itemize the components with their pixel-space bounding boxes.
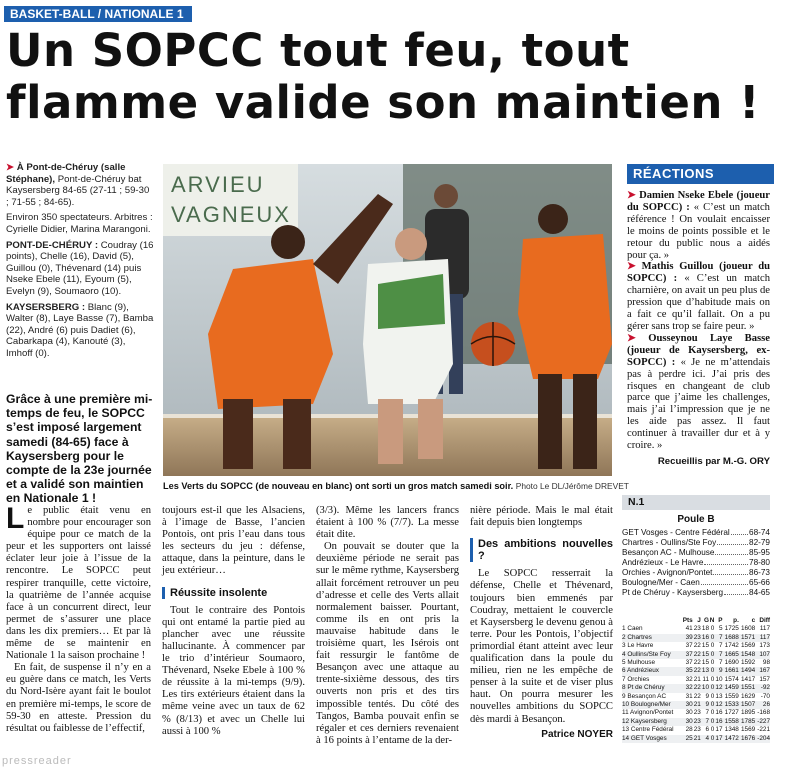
standings-value: 157 <box>759 675 770 683</box>
article-paragraph: Tout le contraire des Pontois qui ont entamé la partie pied au plancher avec une réussite hallucinante. À commencer par le trio d’intérieur Soumaoro, Thévenard, Nseke Ebele à 100 % de réussite à la mi-temps (9/9). Les tirs extérieurs étaient dans la même veine avec un taux de 62 % (8/13) et avec un Chelle lui aussi à 100 % <box>162 604 305 737</box>
reaction-quote: « Je ne m’attendais pas à perdre ici. J’ai pris des risques en changeant de club parce que j’aime les challenges, mais j’ai l’impression que je ne les aide pas assez. Il faut continuer à travailler dur et à y croire. » <box>627 356 770 452</box>
standings-value: 7 <box>718 642 723 650</box>
standings-team: 4 Oullins/Ste Foy <box>622 651 681 659</box>
match-teams: Besançon AC - Mulhouse <box>622 548 715 557</box>
article-paragraph: Le SOPCC resserrait la défense, Chelle et Thévenard, toujours bien emmenés par Coudray, mettaient le couvercle et Kaysersberg le devenu genou à terre. Pour les Pontois, l’objectif primordial étant atteint avec leur qualification dans la poule du milieu, rien ne les empêche de penser à la suite et de viser plus haut. On pourra mesurer les nouvelles ambitions du SOPCC dès mardi à Besançon. <box>470 568 613 725</box>
standings-value: 0 <box>710 625 715 633</box>
standings-value: 1417 <box>740 675 756 683</box>
standings-value: 4 <box>701 735 709 743</box>
match-teams: Andrézieux - Le Havre <box>622 558 704 567</box>
reaction-quote: « C’est un match référence ! On voulait encaisser le moins de points possible et le retour du public nous a aidés pour ça. » <box>627 201 770 261</box>
pressreader-watermark: pressreader <box>2 755 72 767</box>
standings-value: 21 <box>693 734 701 742</box>
standings-value: 23 <box>693 709 701 717</box>
reaction-quote: « C’est un match charnière, on avait un peu plus de pression que d’habitude mais on a fait ce qu’il fallait. On a pu gérer sans trop se faire peur. » <box>627 273 770 332</box>
standings-value: 0 <box>710 684 715 692</box>
standings-value: 1507 <box>739 701 755 709</box>
arrow-icon: ➤ <box>6 162 15 173</box>
standings-value: 15 <box>701 650 710 658</box>
reaction-item <box>627 190 770 261</box>
standings-value: 0 <box>710 667 715 675</box>
standings-value: 1742 <box>724 642 739 650</box>
leader-dots <box>704 558 748 565</box>
match-teams: Boulogne/Mer - Caen <box>622 578 700 587</box>
match-score: 78-80 <box>749 558 770 567</box>
standings-row <box>622 726 770 734</box>
standings-value: 0 <box>710 717 715 725</box>
standings-value: -204 <box>757 734 770 742</box>
standings-value: 1661 <box>723 667 739 675</box>
standings-header-cell: c <box>751 617 756 624</box>
standings-value: 32 <box>685 675 693 683</box>
standings-value: -221 <box>757 726 770 734</box>
standings-value: 7 <box>701 718 709 726</box>
article-column-2 <box>162 505 305 738</box>
reaction-speaker: Ousseynou Laye Basse (joueur de Kaysersberg, ex-SOPCC) : <box>627 332 770 368</box>
match-photo <box>163 164 612 476</box>
match-score: 84-65 <box>749 588 770 597</box>
standings-value: 1494 <box>739 667 755 675</box>
article-paragraph: e public était venu en nombre pour encourager son équipe pour ce match de la peur et les supporters ont laissé éclater leur joie à l’issue de la rencontre. Le SOPCC peut respirer tranquille, cette victoire, la quatrième de l’année acquise face à un concurrent direct, leur permet de s’assurer une place dans les dix premiers… Et par là même de se maintenir en Nationale 1 la saison prochaine ! <box>6 505 151 662</box>
standings-value: 22 <box>693 650 701 658</box>
headline-line-2: flamme valide son maintien ! <box>6 76 761 129</box>
standings-team: 10 Boulogne/Mer <box>622 701 681 709</box>
standings-value: 1785 <box>739 718 755 726</box>
standings-value: 37 <box>681 651 692 659</box>
standings-value: 23 <box>693 625 701 633</box>
standings-value: 9 <box>705 692 710 700</box>
leader-dots <box>715 548 748 555</box>
standings-value: 10 <box>701 684 710 692</box>
standings-value: 1548 <box>739 651 755 659</box>
arrow-icon: ➤ <box>627 261 636 273</box>
standings-value: 17 <box>715 734 723 742</box>
standings-header-cell <box>622 617 681 625</box>
match-results <box>622 528 770 598</box>
standings-value: 0 <box>710 701 715 709</box>
crowd-info: Environ 350 spectateurs. Arbitres : Cyrielle Didier, Marina Marangoni. <box>6 212 153 235</box>
leader-dots <box>731 528 748 535</box>
standings-value: 28 <box>685 726 693 734</box>
article-paragraph: On pouvait se douter que la deuxième période ne serait pas sur le même rythme, Kaysersberg allait forcément retrouver un peu d’adresse et celle des Verts allait normalement baisser. Pourtant, comme ils en ont pris la mauvaise habitude dans le troisième quart, les Isérois ont fait ressurgir le fantôme de Besançon avec une attaque au trente-sixième dessous, des tirs ouverts non pris et des tirs impossible tentés. Du côté des Tangos, Bamba pouvait enfin se régaler et ces derniers revenaient à 16 points à l’entame de la der- <box>316 541 459 746</box>
pool-label: Poule B <box>677 514 715 525</box>
standings-value: 25 <box>681 735 692 743</box>
section-kicker: BASKET-BALL / NATIONALE 1 <box>4 6 192 22</box>
standings-value: 5 <box>718 625 723 633</box>
match-teams: Orchies - Avignon/Pontet <box>622 568 713 577</box>
standings-value: 12 <box>715 701 723 709</box>
standings-value: 117 <box>755 634 770 642</box>
match-score: 68-74 <box>749 528 770 537</box>
match-info <box>6 162 154 364</box>
standings-team: 2 Chartres <box>622 634 681 642</box>
standings-team: 14 GET Vosges <box>622 735 681 743</box>
team1-players: Coudray (16 points), Chelle (16), David (5), Guillou (0), Thévenard (14) puis Nseke Ebele (11), Eyoum (5), Evelyn (9), Soumaoro (10). <box>6 239 154 297</box>
standings-value: 1558 <box>723 718 739 726</box>
headline <box>6 25 786 129</box>
author-byline: Patrice NOYER <box>541 728 613 740</box>
standings-value: 7 <box>714 634 722 642</box>
standings-value: 35 <box>681 667 692 675</box>
standings-team: 11 Avignon/Pontet <box>622 709 674 717</box>
standings-value: 22 <box>693 642 701 650</box>
standings-value: 18 <box>701 625 710 633</box>
article-paragraph: En fait, de suspense il n’y en a eu guère dans ce match, les Verts du Nord-Isère ayant fait le boulot en première mi-temps, le score de 59-30 en atteste. Pression du résultat ou faiblesse de l’effectif, <box>6 662 151 734</box>
standings-value: 173 <box>759 642 770 650</box>
standings-value: 32 <box>681 684 692 692</box>
standings-value: 9 <box>714 667 722 675</box>
standings-value: 6 <box>705 726 710 734</box>
standings-row <box>622 634 770 642</box>
standings-row <box>622 718 770 726</box>
standings-value: 11 <box>702 675 710 683</box>
results-box <box>622 495 770 598</box>
team2-label: KAYSERSBERG : <box>6 301 86 313</box>
standings-value: 12 <box>715 684 723 692</box>
leader-dots <box>717 538 748 545</box>
leader-dots <box>701 578 748 585</box>
subheading: Des ambitions nouvelles ? <box>470 538 613 562</box>
standings-value: 1348 <box>724 726 739 734</box>
standings-value: 1629 <box>740 692 756 700</box>
match-row <box>622 558 770 568</box>
match-row <box>622 568 770 578</box>
standings-value: 13 <box>701 667 710 675</box>
standings-value: -70 <box>760 692 770 700</box>
standings-row <box>622 701 770 709</box>
standings-row <box>622 676 770 684</box>
reactions-signature: Recueillis par M.-G. ORY <box>657 455 770 467</box>
standings-team: 12 Kaysersberg <box>622 718 681 726</box>
standings-value: 7 <box>714 651 722 659</box>
standings-table <box>622 617 770 743</box>
article-paragraph: (3/3). Même les lancers francs étaient à 100 % (7/7). La messe était dite. <box>316 505 459 541</box>
match-score: 85-95 <box>749 548 770 557</box>
venue-label: À Pont-de-Chéruy (salle Stéphane), <box>6 162 126 185</box>
match-score: 82-79 <box>749 538 770 547</box>
standings-team: 8 Pt de Chéruy <box>622 684 681 692</box>
article-paragraph: toujours est-il que les Alsaciens, à l’image de Basse, l’ancien Pontois, ont pris l’eau dans tous les secteurs du jeu : défense, attaque, dans la peinture, dans le jeu extérieur… <box>162 505 305 577</box>
standings-value: 23 <box>693 726 701 734</box>
standings-value: 0 <box>710 709 715 717</box>
standings-value: 0 <box>710 675 715 683</box>
leader-dots <box>724 588 748 595</box>
reaction-speaker: Mathis Guillou (joueur du SOPCC) : <box>627 261 770 285</box>
standings-value: 7 <box>718 659 723 667</box>
match-teams: Pt de Chéruy - Kaysersberg <box>622 588 724 597</box>
standings-value: 16 <box>715 717 723 725</box>
standings-header-cell: Diff <box>759 617 770 624</box>
reactions-title: RÉACTIONS <box>627 164 774 184</box>
reaction-item <box>627 333 770 452</box>
standings-team: 5 Mulhouse <box>622 659 656 667</box>
standings-header-cell: p. <box>733 617 739 624</box>
reaction-speaker: Damien Nseke Ebele (joueur du SOPCC) : <box>627 190 770 213</box>
headline-line-1: Un SOPCC tout feu, tout <box>6 24 630 77</box>
arrow-icon: ➤ <box>627 190 636 201</box>
standings-value: 31 <box>685 692 693 700</box>
match-row <box>622 528 770 538</box>
standings-value: 1569 <box>740 726 756 734</box>
standings-header-cell: Pts <box>682 617 693 624</box>
standings-value: 37 <box>685 659 693 667</box>
standings-value: 167 <box>755 667 770 675</box>
standings-value: 9 <box>701 701 709 709</box>
standings-value: 1727 <box>724 709 739 717</box>
league-label: N.1 <box>622 495 770 510</box>
standings-row <box>622 693 770 701</box>
standings-value: 17 <box>715 726 723 734</box>
leader-dots <box>713 568 748 575</box>
standings-value: 1533 <box>723 701 739 709</box>
standings-value: 0 <box>710 726 715 734</box>
standings-value: 1569 <box>740 642 756 650</box>
drop-cap: L <box>6 502 25 535</box>
photo-caption <box>163 481 629 491</box>
standings-value: 1559 <box>724 692 739 700</box>
standings-value: 37 <box>685 642 693 650</box>
standings-value: 30 <box>681 701 692 709</box>
standings-value: 16 <box>715 709 723 717</box>
standings-value: 0 <box>710 734 715 742</box>
basketball-scene-image <box>163 164 612 476</box>
standings-header-cell: G <box>704 617 710 624</box>
standings-value: 15 <box>701 659 710 667</box>
standings-value: 22 <box>693 659 701 667</box>
team1-label: PONT-DE-CHÉRUY : <box>6 239 99 251</box>
match-row <box>622 588 770 598</box>
standings-row <box>622 684 770 692</box>
standings-value: 0 <box>710 642 715 650</box>
article-column-4 <box>470 505 613 741</box>
standings-row <box>622 667 770 675</box>
match-row <box>622 548 770 558</box>
standings-value: 39 <box>681 634 692 642</box>
reactions-box <box>627 190 770 468</box>
standings-value: 41 <box>685 625 693 633</box>
standings-team: 7 Orchies <box>622 675 650 683</box>
reaction-item <box>627 261 770 332</box>
venue-result: Pont-de-Chéruy bat Kaysersberg 84-65 (27-11 ; 59-30 ; 71-55 ; 84-65). <box>6 173 150 208</box>
standings-value: 1551 <box>739 684 755 692</box>
standings-value: 1690 <box>724 659 739 667</box>
standings-row <box>622 735 770 743</box>
standings-value: 26 <box>755 701 770 709</box>
standings-value: 22 <box>693 667 701 675</box>
match-teams: GET Vosges - Centre Fédéral <box>622 528 730 537</box>
match-row <box>622 538 770 548</box>
standings-header-cell: J <box>697 617 701 624</box>
match-row <box>622 578 770 588</box>
standings-value: 1665 <box>723 651 739 659</box>
team2-players: Blanc (9), Walter (8), Laye Basse (7), Bamba (22), André (6) puis Dadiet (6), Cabarkapa (4), Kanouté (3), Imhoff (0). <box>6 301 154 359</box>
standings-value: -168 <box>757 709 770 717</box>
standings-team: 13 Centre Fédéral <box>622 726 674 734</box>
lede: Grâce à une première mi-temps de feu, le SOPCC s’est imposé largement samedi (84-65) face à Kaysersberg pour le compte de la 23e journée et a validé son maintien en Nationale 1 ! <box>6 392 153 506</box>
match-teams: Chartres - Oullins/Ste Foy <box>622 538 717 547</box>
standings-row <box>622 659 770 667</box>
standings-row <box>622 642 770 650</box>
standings-value: 107 <box>755 651 770 659</box>
standings-value: 30 <box>681 718 692 726</box>
standings-row <box>622 625 770 633</box>
standings-value: 21 <box>693 701 701 709</box>
standings-value: 1459 <box>723 684 739 692</box>
standings-value: 0 <box>710 659 715 667</box>
standings-value: 10 <box>715 675 723 683</box>
standings-value: 22 <box>693 684 701 692</box>
standings-value: 16 <box>701 633 710 641</box>
standings-value: 23 <box>693 717 701 725</box>
standings-value: 1592 <box>740 659 756 667</box>
standings-value: 1574 <box>724 675 739 683</box>
standings-team: 1 Caen <box>622 625 643 633</box>
subheading: Réussite insolente <box>162 587 305 599</box>
standings-value: 1676 <box>739 735 755 743</box>
standings-value: 98 <box>762 659 770 667</box>
match-score: 65-66 <box>749 578 770 587</box>
svg-text:VAGNEUX: VAGNEUX <box>171 202 291 227</box>
standings-value: 15 <box>701 642 710 650</box>
standings-value: -227 <box>757 717 770 725</box>
arrow-icon: ➤ <box>627 332 636 344</box>
standings-team: 9 Besançon AC <box>622 692 667 700</box>
standings-value: 0 <box>710 692 715 700</box>
article-column-1 <box>6 502 151 735</box>
standings-value: 0 <box>710 633 715 641</box>
caption-text: Les Verts du SOPCC (de nouveau en blanc) ont sorti un gros match samedi soir. <box>163 481 514 491</box>
standings-value: 0 <box>710 650 715 658</box>
svg-text:ARVIEU: ARVIEU <box>171 172 265 197</box>
standings-header <box>622 617 770 625</box>
standings-value: 23 <box>693 633 701 641</box>
standings-value: 1688 <box>723 634 739 642</box>
standings-value: 117 <box>759 625 770 633</box>
standings-value: 7 <box>705 709 710 717</box>
standings-value: 1608 <box>740 625 756 633</box>
standings-team: 3 Le Havre <box>622 642 654 650</box>
standings-row <box>622 651 770 659</box>
standings-header-cell: P <box>718 617 723 624</box>
standings-value: -92 <box>755 684 770 692</box>
standings-value: 22 <box>693 692 701 700</box>
standings-value: 1571 <box>739 634 755 642</box>
article-column-3 <box>316 505 459 747</box>
standings-row <box>622 709 770 717</box>
article-paragraph: nière période. Mais le mal était fait depuis bien longtemps <box>470 505 613 529</box>
standings-value: 1895 <box>740 709 756 717</box>
match-score: 86-73 <box>749 568 770 577</box>
standings-value: 21 <box>693 675 701 683</box>
standings-header-cell: N <box>709 617 715 624</box>
standings-value: 1725 <box>724 625 739 633</box>
photo-credit: Photo Le DL/Jérôme DREVET <box>515 481 629 491</box>
standings-value: 30 <box>685 709 693 717</box>
standings-value: 13 <box>715 692 723 700</box>
standings-value: 1472 <box>723 735 739 743</box>
standings-team: 6 Andrézieux <box>622 667 681 675</box>
